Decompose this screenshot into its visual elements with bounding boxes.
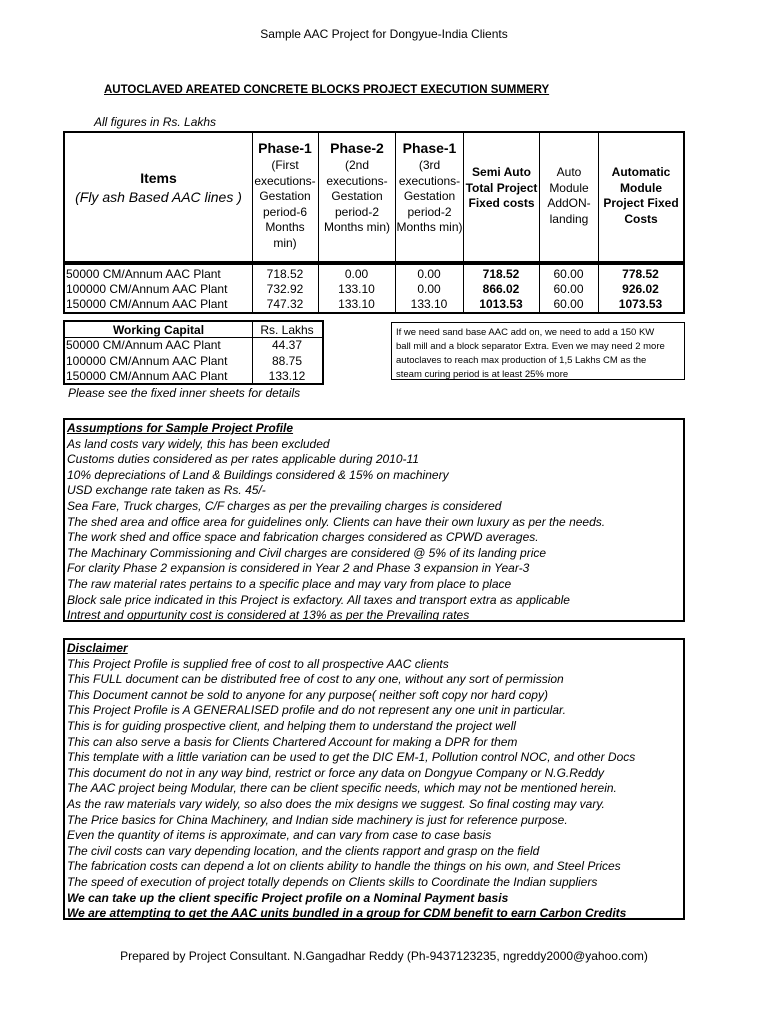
summary-table-rows bbox=[63, 263, 685, 314]
list-item: This is for guiding prospective client, and helping them to understand the project well bbox=[67, 718, 516, 733]
row-phase3: 0.00 bbox=[417, 282, 441, 296]
sand-base-note bbox=[391, 322, 685, 380]
list-item: This Document cannot be sold to anyone for any purpose( neither soft copy nor hard copy) bbox=[67, 687, 548, 702]
row-semi-auto: 718.52 bbox=[482, 267, 520, 281]
page-header-title: Sample AAC Project for Dongyue-India Clients bbox=[260, 27, 508, 41]
row-item: 150000 CM/Annum AAC Plant bbox=[66, 297, 228, 311]
row-phase1: 747.32 bbox=[266, 297, 304, 311]
wc-item: 150000 CM/Annum AAC Plant bbox=[66, 369, 228, 383]
inner-sheets-note: Please see the fixed inner sheets for details bbox=[68, 386, 301, 400]
list-item: This Project Profile is A GENERALISED profile and do not represent any one unit in particular. bbox=[67, 703, 566, 718]
row-phase3: 0.00 bbox=[417, 267, 441, 281]
phase3-label: Phase-1 bbox=[402, 140, 457, 156]
list-item: As land costs vary widely, this has been excluded bbox=[67, 436, 330, 451]
items-header bbox=[65, 169, 252, 207]
row-addon: 60.00 bbox=[553, 282, 584, 296]
footer-credit: Prepared by Project Consultant. N.Gangadhar Reddy (Ph-9437123235, ngreddy2000@yahoo.com) bbox=[120, 949, 648, 963]
table-row bbox=[65, 354, 322, 369]
list-item: Intrest and oppurtunity cost is considered at 13% as per the Prevailing rates bbox=[67, 608, 470, 623]
list-item: The Machinary Commissioning and Civil charges are considered @ 5% of its landing price bbox=[67, 545, 547, 560]
list-item: The civil costs can vary depending location, and the clients rapport and grasp on the field bbox=[67, 843, 540, 858]
list-item: The work shed and office space and fabrication charges considered as CPWD averages. bbox=[67, 530, 539, 545]
list-item: The Price basics for China Machinery, and Indian side machinery is just for reference purpose. bbox=[67, 812, 568, 827]
working-capital-header bbox=[65, 323, 322, 338]
wc-value: 133.12 bbox=[268, 369, 306, 383]
row-semi-auto: 866.02 bbox=[482, 282, 520, 296]
row-phase1: 718.52 bbox=[266, 267, 304, 281]
automatic-header: Automatic Module Project Fixed Costs bbox=[603, 165, 679, 226]
row-phase2: 133.10 bbox=[338, 297, 375, 311]
phase1-sub: (First executions- Gestation period-6 Months min) bbox=[254, 158, 316, 250]
list-item: This document do not in any way bind, restrict or force any data on Dongyue Company or N.G.Reddy bbox=[67, 765, 604, 780]
disclaimer-heading: Disclaimer bbox=[67, 641, 128, 655]
row-phase2: 0.00 bbox=[344, 267, 369, 281]
note-line: autoclaves to reach max production of 1,5 Lakhs CM as the bbox=[396, 355, 647, 366]
table-row bbox=[65, 297, 683, 312]
phase2-sub: (2nd executions- Gestation period-2 Months min) bbox=[323, 158, 391, 234]
list-item: 10% depreciations of Land & Buildings considered & 15% on machinery bbox=[67, 467, 449, 482]
row-automatic: 778.52 bbox=[622, 267, 659, 281]
list-item: The speed of execution of project totally depends on Clients skills to Coordinate the Indian suppliers bbox=[67, 874, 598, 889]
list-item: The raw material rates pertains to a specific place and may vary from place to place bbox=[67, 576, 512, 591]
row-phase2: 133.10 bbox=[338, 282, 375, 296]
phase2-header bbox=[319, 140, 395, 236]
row-phase1: 732.92 bbox=[266, 282, 304, 296]
wc-value: 44.37 bbox=[271, 338, 303, 352]
note-line: If we need sand base AAC add on, we need to add a 150 KW bbox=[396, 327, 655, 338]
note-line: steam curing period is at least 25% more bbox=[396, 369, 569, 380]
row-addon: 60.00 bbox=[553, 297, 584, 311]
table-row bbox=[65, 267, 683, 282]
phase1-label: Phase-1 bbox=[258, 140, 312, 156]
assumptions-heading: Assumptions for Sample Project Profile bbox=[67, 421, 294, 435]
working-capital-unit: Rs. Lakhs bbox=[260, 323, 314, 337]
row-automatic: 1073.53 bbox=[618, 297, 663, 311]
list-item: Block sale price indicated in this Project is exfactory. All taxes and transport extra as applicable bbox=[67, 592, 570, 607]
semi-auto-header: Semi Auto Total Project Fixed costs bbox=[465, 165, 538, 210]
row-automatic: 926.02 bbox=[622, 282, 659, 296]
row-phase3: 133.10 bbox=[410, 297, 448, 311]
list-item: The fabrication costs can depend a lot on clients ability to handle the things on his own, and Steel Prices bbox=[67, 859, 621, 874]
phase3-sub: (3rd executions- Gestation period-2 Months min) bbox=[396, 158, 463, 234]
working-capital-table bbox=[63, 320, 324, 385]
table-row bbox=[65, 282, 683, 297]
summary-table-header bbox=[63, 131, 685, 263]
list-item: The shed area and office area for guidelines only. Clients can have their own luxury as per the needs. bbox=[67, 514, 606, 529]
wc-item: 100000 CM/Annum AAC Plant bbox=[66, 354, 228, 368]
working-capital-label: Working Capital bbox=[112, 323, 205, 337]
list-item: This can also serve a basis for Clients Chartered Account for making a DPR for them bbox=[67, 734, 518, 749]
list-item-bold: We are attempting to get the AAC units bundled in a group for CDM benefit to earn Carbon Credits bbox=[67, 906, 627, 921]
list-item: This template with a little variation can be used to get the DIC EM-1, Pollution control NOC, and other Docs bbox=[67, 750, 636, 765]
row-item: 100000 CM/Annum AAC Plant bbox=[66, 282, 228, 296]
phase3-header bbox=[396, 140, 463, 236]
document-title: AUTOCLAVED AREATED CONCRETE BLOCKS PROJECT EXECUTION SUMMERY bbox=[104, 84, 550, 96]
table-row bbox=[65, 369, 322, 384]
row-item: 50000 CM/Annum AAC Plant bbox=[66, 267, 221, 281]
phase2-label: Phase-2 bbox=[330, 140, 384, 156]
row-semi-auto: 1013.53 bbox=[479, 297, 523, 311]
items-sub: (Fly ash Based AAC lines ) bbox=[75, 189, 242, 205]
list-item: As the raw materials vary widely, so also does the mix designs we suggest. So final costing may vary. bbox=[67, 796, 605, 811]
wc-item: 50000 CM/Annum AAC Plant bbox=[66, 338, 221, 352]
list-item: Customs duties considered as per rates applicable during 2010-11 bbox=[67, 452, 419, 467]
note-line: ball mill and a block separator Extra. Even we may need 2 more bbox=[396, 341, 665, 352]
list-item: USD exchange rate taken as Rs. 45/- bbox=[67, 483, 266, 498]
row-addon: 60.00 bbox=[553, 267, 584, 281]
list-item: For clarity Phase 2 expansion is considered in Year 2 and Phase 3 expansion in Year-3 bbox=[67, 561, 530, 576]
list-item: The AAC project being Modular, there can be client specific needs, which may not be mentioned herein. bbox=[67, 781, 617, 796]
list-item: Sea Fare, Truck charges, C/F charges as per the prevailing charges is considered bbox=[67, 498, 502, 513]
list-item-bold: We can take up the client specific Project profile on a Nominal Payment basis bbox=[67, 890, 509, 905]
phase1-header bbox=[252, 140, 318, 251]
wc-value: 88.75 bbox=[271, 354, 303, 368]
list-item: Even the quantity of items is approximate, and can vary from case to case basis bbox=[67, 828, 492, 843]
table-row bbox=[65, 338, 322, 353]
items-label: Items bbox=[140, 170, 177, 186]
figures-unit-note: All figures in Rs. Lakhs bbox=[94, 115, 217, 129]
list-item: This FULL document can be distributed free of cost to any one, without any sort of permission bbox=[67, 672, 564, 687]
list-item: This Project Profile is supplied free of cost to all prospective AAC clients bbox=[67, 656, 449, 671]
assumptions-box bbox=[63, 418, 685, 622]
auto-module-header: Auto Module AddON- landing bbox=[547, 165, 591, 226]
disclaimer-box bbox=[63, 638, 685, 920]
